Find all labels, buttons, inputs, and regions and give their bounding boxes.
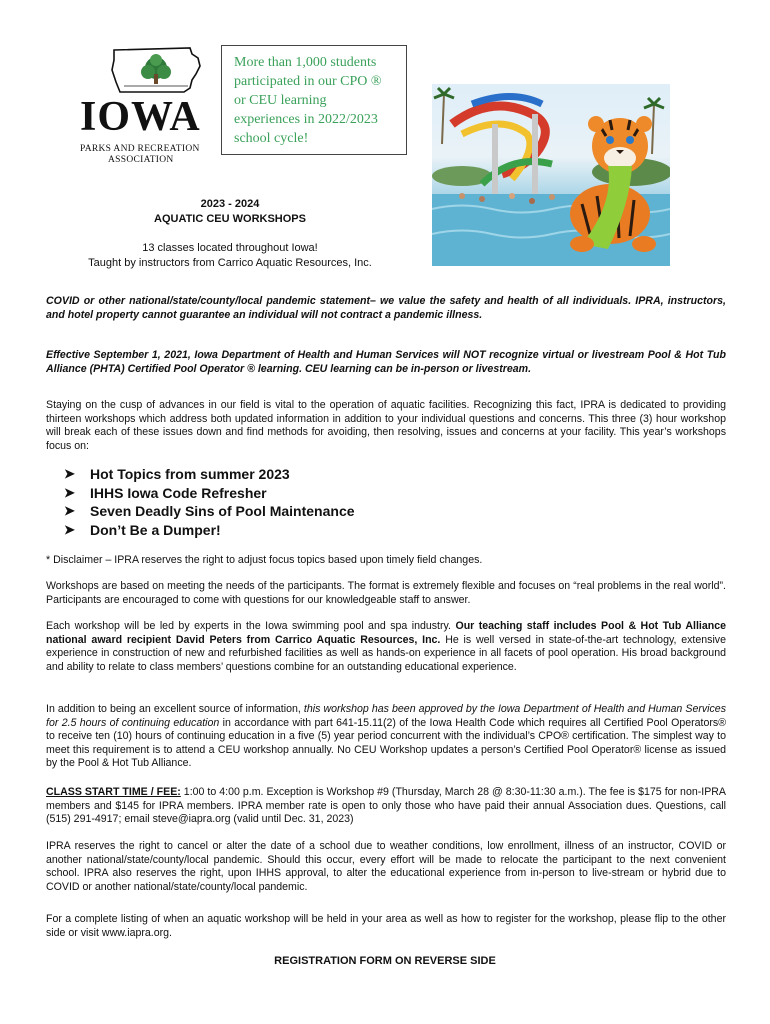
- students-callout-box: [221, 45, 407, 155]
- callout-text: More than 1,000 students participated in our CPO ® or CEU learning experiences in 2022/2023 school cycle!: [234, 55, 382, 146]
- listing-paragraph: For a complete listing of when an aquatic workshop will be held in your area as well as how to register for the workshop, please flip to the other side or visit www.iapra.org.: [46, 913, 726, 939]
- fee-text: 1:00 to 4:00 p.m. Exception is Workshop #9 (Thursday, March 28 @ 8:30-11:30 a.m.). The fee is $175 for non-IPRA members and $145 for IPRA members. IPRA member rate is open to only those who have paid their annual Association dues. Questions, call (515) 291-4917; email steve@iapra.org (valid until Dec. 31, 2023): [46, 786, 726, 826]
- subhead-classes: 13 classes located throughout Iowa!: [142, 242, 318, 254]
- list-item: [64, 521, 355, 540]
- workshops-paragraph: Workshops are based on meeting the needs of the participants. The format is extremely flexible and focuses on “real problems in the real world”. Participants are encouraged to come with questions for our knowledgeable staff to answer.: [46, 580, 726, 606]
- iowa-map-tree-icon: [110, 44, 202, 96]
- intro-paragraph: Staying on the cusp of advances in our field is vital to the operation of aquatic facilities. Recognizing this fact, IPRA is dedicated to providing thirteen workshops which address both updated information in addition to your individual questions and concerns. This three (3) hour workshop will break each of these issues down and find methods for avoiding, then resolving, issues and concerns at your facility. This year’s workshops focus on:: [46, 399, 726, 452]
- topics-list: [64, 465, 355, 539]
- approval-text-start: In addition to being an excellent source of information,: [46, 703, 304, 715]
- experts-text-start: Each workshop will be led by experts in the Iowa swimming pool and spa industry.: [46, 620, 456, 632]
- experts-text-end: He is well versed in state-of-the-art technology, extensive experience in construction of new and refurbished facilities as well as hands-on experience in all facets of pool operation. His broad background and ability to relate to class members’ questions combine for an outstanding educational experience.: [46, 633, 726, 673]
- arrow-bullet-icon: ➤: [64, 521, 75, 537]
- topic-label: Seven Deadly Sins of Pool Maintenance: [90, 503, 355, 519]
- arrow-bullet-icon: ➤: [64, 466, 75, 481]
- covid-statement: COVID or other national/state/county/local pandemic statement– we value the safety and health of all individuals. IPRA, instructors, and hotel property cannot guarantee an individual will not contract a pandemic illness.: [46, 295, 726, 321]
- heading-title: AQUATIC CEU WORKSHOPS: [154, 213, 306, 225]
- registration-footer: REGISTRATION FORM ON REVERSE SIDE: [274, 955, 496, 967]
- workshop-heading: [60, 197, 400, 227]
- approval-paragraph: [46, 703, 726, 771]
- heading-years: 2023 - 2024: [200, 198, 260, 210]
- topic-label: Hot Topics from summer 2023: [90, 466, 290, 482]
- list-item: [64, 502, 355, 521]
- logo-wordmark: IOWA: [80, 94, 201, 140]
- tiger-slide-waterpark-photo: [432, 84, 670, 266]
- fee-label: CLASS START TIME / FEE:: [46, 786, 181, 798]
- effective-statement: Effective September 1, 2021, Iowa Department of Health and Human Services will NOT recognize virtual or livestream Pool & Hot Tub Alliance (PHTA) Certified Pool Operator ® learning. CEU learning can be in-person or livestream.: [46, 349, 726, 375]
- ipra-logo: [80, 44, 222, 172]
- subhead-instructors: Taught by instructors from Carrico Aquatic Resources, Inc.: [88, 257, 372, 269]
- topic-label: Don’t Be a Dumper!: [90, 521, 221, 538]
- workshop-subheading: [40, 241, 420, 271]
- cancel-paragraph: IPRA reserves the right to cancel or alter the date of a school due to weather conditions, low enrollment, illness of an instructor, COVID or another national/state/county/local pandemic. Should this occur, every effort will be made to relocate the participant to the next convenient school. IPRA also reserves the right, upon IHHS approval, to alter the educational experience from in-person to live-stream or hybrid due to COVID or another national/state/county/local pandemic.: [46, 840, 726, 893]
- disclaimer: * Disclaimer – IPRA reserves the right to adjust focus topics based upon timely field changes.: [46, 554, 483, 566]
- approval-text-end: in accordance with part 641-15.11(2) of the Iowa Health Code which requires all Certified Pool Operators® to receive ten (10) hours of continuing education in a five (5) year period concurrent with the individual’s CPO® certification. The simplest way to meet this requirement is to attend a CEU workshop annually. No CEU Workshop updates a person’s Certified Pool Operator® license as issued by the Pool & Hot Tub Alliance.: [46, 716, 726, 770]
- list-item: [64, 465, 355, 484]
- topic-label: IHHS Iowa Code Refresher: [90, 484, 267, 501]
- fee-paragraph: [46, 786, 726, 827]
- logo-subtitle-line2: ASSOCIATION: [108, 155, 174, 165]
- list-item: [64, 484, 355, 503]
- approval-text-italic: this workshop has been approved by the Iowa Department of Health and Human Services for 2.5 hours of continuing education: [46, 703, 726, 729]
- experts-text-bold: Our teaching staff includes Pool & Hot Tub Alliance national award recipient David Peters from Carrico Aquatic Resources, Inc.: [46, 620, 726, 646]
- arrow-bullet-icon: ➤: [64, 503, 75, 518]
- logo-subtitle-line1: PARKS AND RECREATION: [80, 144, 200, 154]
- experts-paragraph: [46, 620, 726, 674]
- logo-subtitle: [80, 144, 222, 166]
- arrow-bullet-icon: ➤: [64, 484, 75, 500]
